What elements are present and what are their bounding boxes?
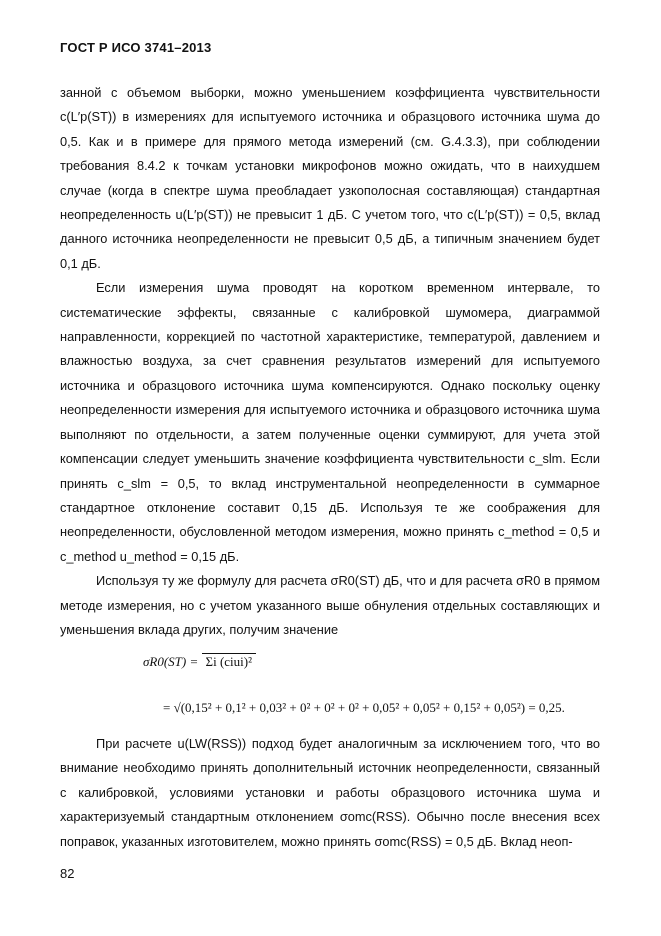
formula-line-1: [143, 654, 256, 694]
paragraph-4-text: При расчете u(LW(RSS)) подход будет аналогичным за исключением того, что во внимание необходимо принять дополнительный источник неопределенности, связанный с калибровкой, условиями установки и работы образцового источника шума и характеризуемый стандартным отклонением σomc(RSS). Обычно после внесения всех поправок, указанных изготовителем, можно принять σomc(RSS) = 0,5 дБ. Вклад неоп-: [60, 736, 600, 849]
paragraph-1: занной с объемом выборки, можно уменьшением коэффициента чувствительности c(L′p(ST)) в измерениях для испытуемого источника и образцового источника шума до 0,5. Как и в примере для прямого метода измерений (см. G.4.3.3), при соблюдении требования 8.4.2 к точкам установки микрофонов можно ожидать, что в наихудшем случае (когда в спектре шума преобладает узкополосная составляющая) стандартная неопределенность u(L′p(ST)) не превысит 1 дБ. С учетом того, что c(L′p(ST)) = 0,5, вклад данного источника неопределенности не превысит 0,5 дБ, а типичным значением будет 0,1 дБ.: [60, 85, 600, 271]
paragraph-4: [60, 732, 600, 854]
formula-sum: Σi (ciui)²: [202, 653, 256, 669]
paragraph-2: Если измерения шума проводят на коротком временном интервале, то систематические эффекты, связанные с калибровкой шумомера, диаграммой направленности, коррекцией по частотной характеристике, температурой, давлением и влажностью воздуха, за счет сравнения результатов измерений для испытуемого источника и образцового источника шума компенсируются. Однако поскольку оценку неопределенности измерения для испытуемого источника и образцового источника шума выполняют по отдельности, а затем полученные оценки суммируют, для учета этой компенсации следует уменьшить значение коэффициента чувствительности c_slm. Если принять c_slm = 0,5, то вклад инструментальной неопределенности в суммарное стандартное отклонение составит 0,15 дБ. Используя те же соображения для неопределенности, обусловленной методом измерения, можно принять c_method = 0,5 и c_method u_method = 0,15 дБ.: [60, 280, 600, 564]
document-header: ГОСТ Р ИСО 3741–2013: [60, 40, 212, 55]
paragraph-3: Используя ту же формулу для расчета σR0(ST) дБ, что и для расчета σR0 в прямом методе измерения, но с учетом указанного выше обнуления отдельных составляющих и уменьшения вклада других, получим значение: [60, 573, 600, 637]
formula-lhs: σR0(ST) =: [143, 654, 199, 669]
body-text: [60, 81, 600, 642]
formula-line-2: = √(0,15² + 0,1² + 0,03² + 0² + 0² + 0² + 0,05² + 0,05² + 0,15² + 0,05²) = 0,25.: [163, 700, 565, 715]
page-number: 82: [60, 866, 75, 881]
